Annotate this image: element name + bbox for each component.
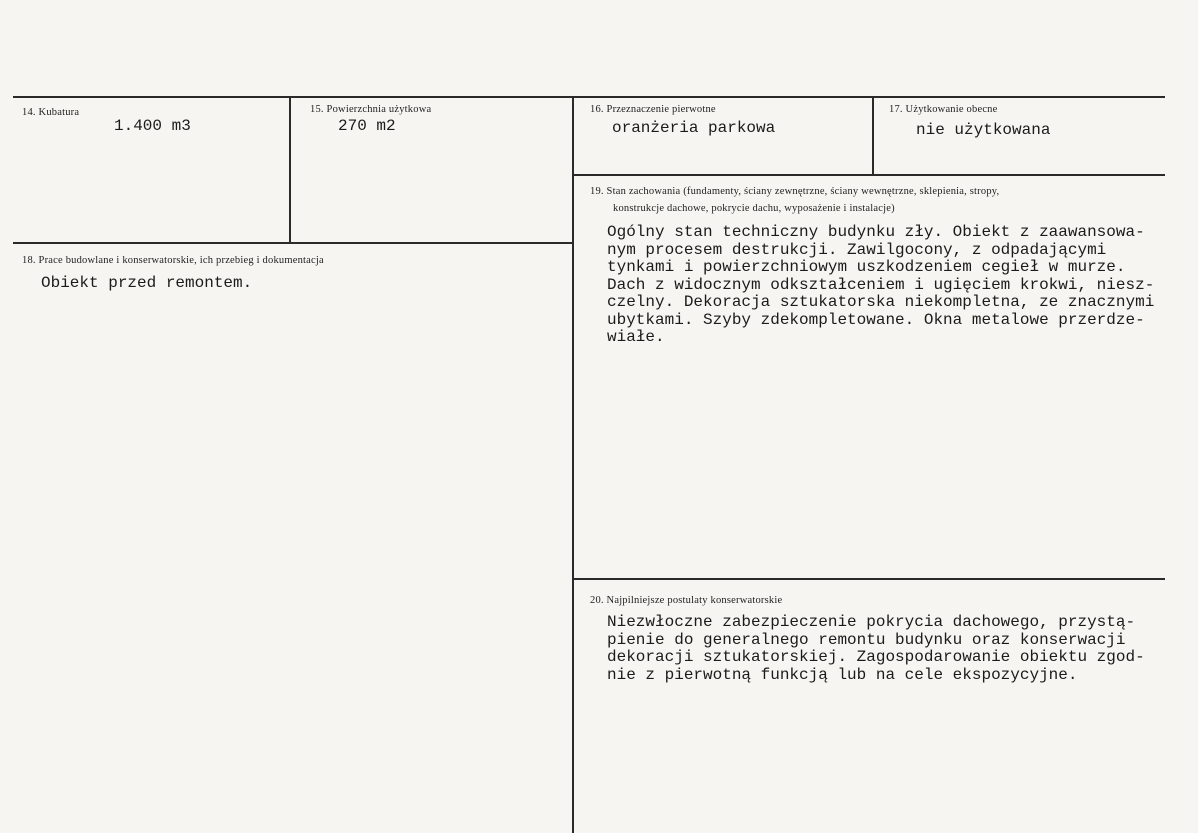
field-17-label: 17. Użytkowanie obecne — [889, 104, 998, 115]
field-19-label — [590, 183, 999, 217]
field-19-line: tynkami i powierzchniowym uszkodzeniem cegieł w murze. — [607, 258, 1126, 276]
field-20-line: Niezwłoczne zabezpieczenie pokrycia dachowego, przystą- — [607, 613, 1136, 631]
divider-16-17 — [872, 96, 874, 174]
field-14-label: 14. Kubatura — [22, 107, 80, 118]
divider-left-right — [572, 96, 574, 833]
field-19-label-line1: 19. Stan zachowania (fundamenty, ściany zewnętrzne, ściany wewnętrzne, sklepienia, stropy, — [590, 186, 1000, 197]
top-rule — [13, 96, 1165, 98]
field-18-label: 18. Prace budowlane i konserwatorskie, ich przebieg i dokumentacja — [22, 255, 324, 266]
field-15-label: 15. Powierzchnia użytkowa — [310, 104, 432, 115]
field-20-line: pienie do generalnego remontu budynku oraz konserwacji — [607, 630, 1126, 649]
field-19-text — [607, 224, 1154, 347]
field-20-text — [607, 614, 1145, 684]
field-15-value: 270 m2 — [338, 117, 396, 135]
field-19-line: nym procesem destrukcji. Zawilgocony, z odpadającymi — [607, 240, 1107, 259]
divider-14-15 — [289, 96, 291, 242]
field-17-value: nie użytkowana — [916, 121, 1051, 139]
field-19-label-line2: konstrukcje dachowe, pokrycie dachu, wyposażenie i instalacje) — [613, 203, 895, 214]
field-20-label: 20. Najpilniejsze postulaty konserwatorskie — [590, 595, 783, 606]
field-19-line: czelny. Dekoracja sztukatorska niekompletna, ze znacznymi — [607, 293, 1155, 311]
rule-right-upper — [574, 174, 1165, 176]
rule-left-mid — [13, 242, 574, 244]
field-16-label: 16. Przeznaczenie pierwotne — [590, 104, 716, 115]
field-19-line: wiałe. — [607, 328, 665, 346]
field-14-value: 1.400 m3 — [114, 117, 191, 135]
field-19-line: Dach z widocznym odkształceniem i ugięciem krokwi, niesz- — [607, 275, 1155, 294]
field-16-value: oranżeria parkowa — [612, 119, 776, 137]
field-20-line: dekoracji sztukatorskiej. Zagospodarowanie obiektu zgod- — [607, 648, 1145, 666]
field-20-line: nie z pierwotną funkcją lub na cele ekspozycyjne. — [607, 665, 1078, 684]
field-18-value: Obiekt przed remontem. — [41, 274, 253, 292]
rule-right-lower — [574, 578, 1165, 580]
field-19-line: Ogólny stan techniczny budynku zły. Obiekt z zaawansowa- — [607, 223, 1145, 241]
field-19-line: ubytkami. Szyby zdekompletowane. Okna metalowe przerdze- — [607, 310, 1145, 329]
